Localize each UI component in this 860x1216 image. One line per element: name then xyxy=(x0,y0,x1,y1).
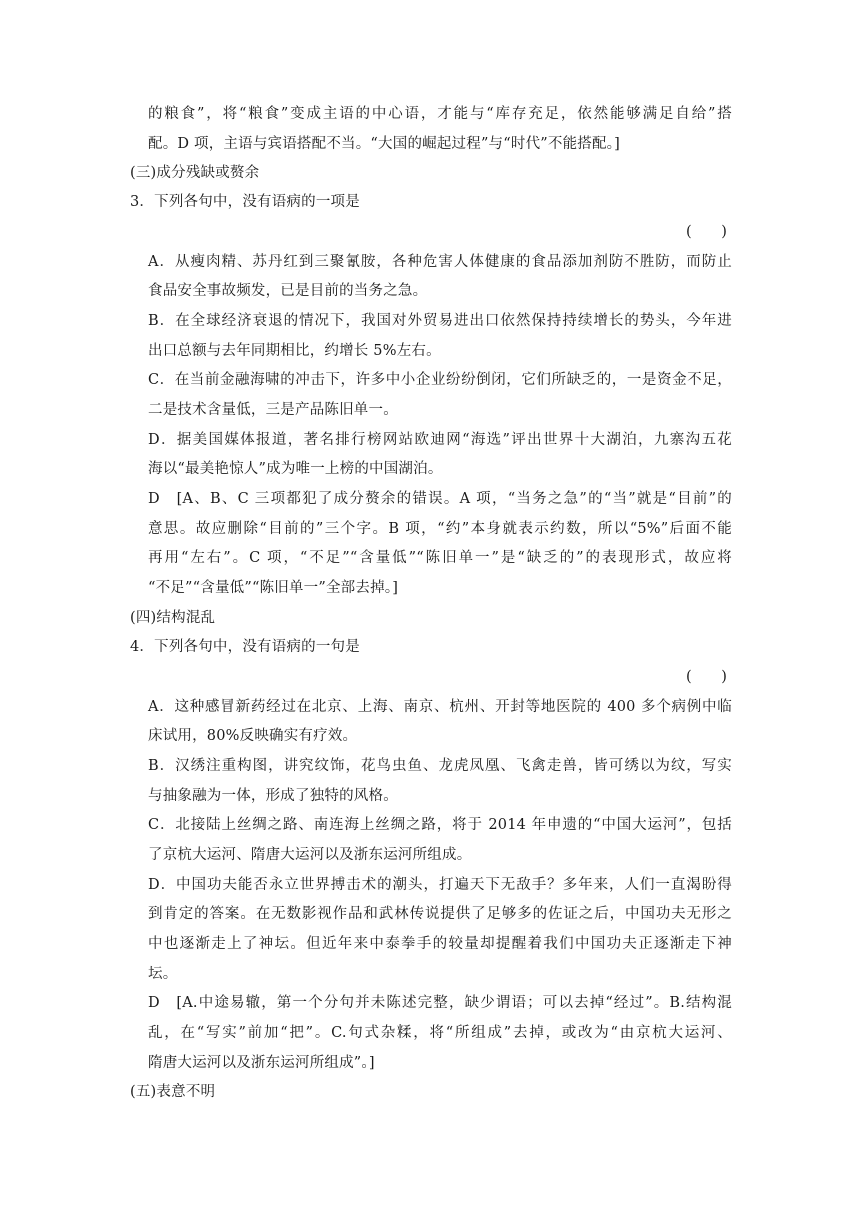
text-line: 隋唐大运河以及浙东运河所组成”。] xyxy=(148,1055,375,1071)
option-d: D．据美国媒体报道，著名排行榜网站欧迪网“海选”评出世界十大湖泊，九寨沟五花 xyxy=(148,432,732,448)
text-line: 再用“左右”。C 项，“不足”“含量低”“陈旧单一”是“缺乏的”的表现形式，故应将 xyxy=(148,550,732,566)
text-line: “不足”“含量低”“陈旧单一”全部去掉。] xyxy=(148,580,399,596)
text-line: 到肯定的答案。在无数影视作品和武林传说提供了足够多的佐证之后，中国功夫无形之 xyxy=(148,906,732,922)
text-line: 坛。 xyxy=(148,966,178,982)
answer-explanation: D [A、B、C 三项都犯了成分赘余的错误。A 项，“当务之急”的“当”就是“目前”的 xyxy=(148,491,732,507)
answer-blank: ( ) xyxy=(686,669,728,685)
option-c: C．北接陆上丝绸之路、南连海上丝绸之路，将于 2014 年申遗的“中国大运河”，包括 xyxy=(148,817,732,833)
option-c: C．在当前金融海啸的冲击下，许多中小企业纷纷倒闭，它们所缺乏的，一是资金不足， xyxy=(148,372,732,388)
section-heading: (三)成分残缺或赘余 xyxy=(130,165,260,181)
option-b: B．汉绣注重构图，讲究纹饰，花鸟虫鱼、龙虎凤凰、飞禽走兽，皆可绣以为纹，写实 xyxy=(148,758,732,774)
option-a: A．这种感冒新药经过在北京、上海、南京、杭州、开封等地医院的 400 多个病例中临 xyxy=(148,699,732,715)
option-b: B．在全球经济衰退的情况下，我国对外贸易进出口依然保持持续增长的势头，今年进 xyxy=(148,313,732,329)
answer-blank: ( ) xyxy=(686,224,728,240)
text-line: 海以“最美艳惊人”成为唯一上榜的中国湖泊。 xyxy=(148,461,443,477)
text-line: 的粮食”，将“粮食”变成主语的中心语，才能与“库存充足，依然能够满足自给”搭 xyxy=(148,106,732,122)
text-line: 了京杭大运河、隋唐大运河以及浙东运河所组成。 xyxy=(148,847,472,863)
text-line: 意思。故应删除“目前的”三个字。B 项，“约”本身就表示约数，所以“5%”后面不能 xyxy=(148,521,732,537)
text-line: 配。D 项，主语与宾语搭配不当。“大国的崛起过程”与“时代”不能搭配。] xyxy=(148,136,620,152)
text-line: 中也逐渐走上了神坛。但近年来中泰拳手的较量却提醒着我们中国功夫正逐渐走下神 xyxy=(148,936,732,952)
text-line: 与抽象融为一体，形成了独特的风格。 xyxy=(148,788,398,804)
text-line: 二是技术含量低，三是产品陈旧单一。 xyxy=(148,402,398,418)
option-a: A．从瘦肉精、苏丹红到三聚氰胺，各种危害人体健康的食品添加剂防不胜防，而防止 xyxy=(148,254,732,270)
text-line: 乱，在“写实”前加“把”。C.句式杂糅，将“所组成”去掉，或改为“由京杭大运河、 xyxy=(148,1025,732,1041)
question-stem: 4．下列各句中，没有语病的一句是 xyxy=(130,639,360,655)
text-line: 床试用，80%反映确实有疗效。 xyxy=(148,728,358,744)
text-line: 出口总额与去年同期相比，约增长 5%左右。 xyxy=(148,343,441,359)
question-stem: 3．下列各句中，没有语病的一项是 xyxy=(130,194,360,210)
section-heading: (四)结构混乱 xyxy=(130,610,216,626)
answer-explanation: D [A.中途易辙，第一个分句并未陈述完整，缺少谓语；可以去掉“经过”。B.结构混 xyxy=(148,995,732,1011)
option-d: D．中国功夫能否永立世界搏击术的潮头，打遍天下无敌手？多年来，人们一直渴盼得 xyxy=(148,877,732,893)
text-line: 食品安全事故频发，已是目前的当务之急。 xyxy=(148,283,428,299)
section-heading: (五)表意不明 xyxy=(130,1084,216,1100)
